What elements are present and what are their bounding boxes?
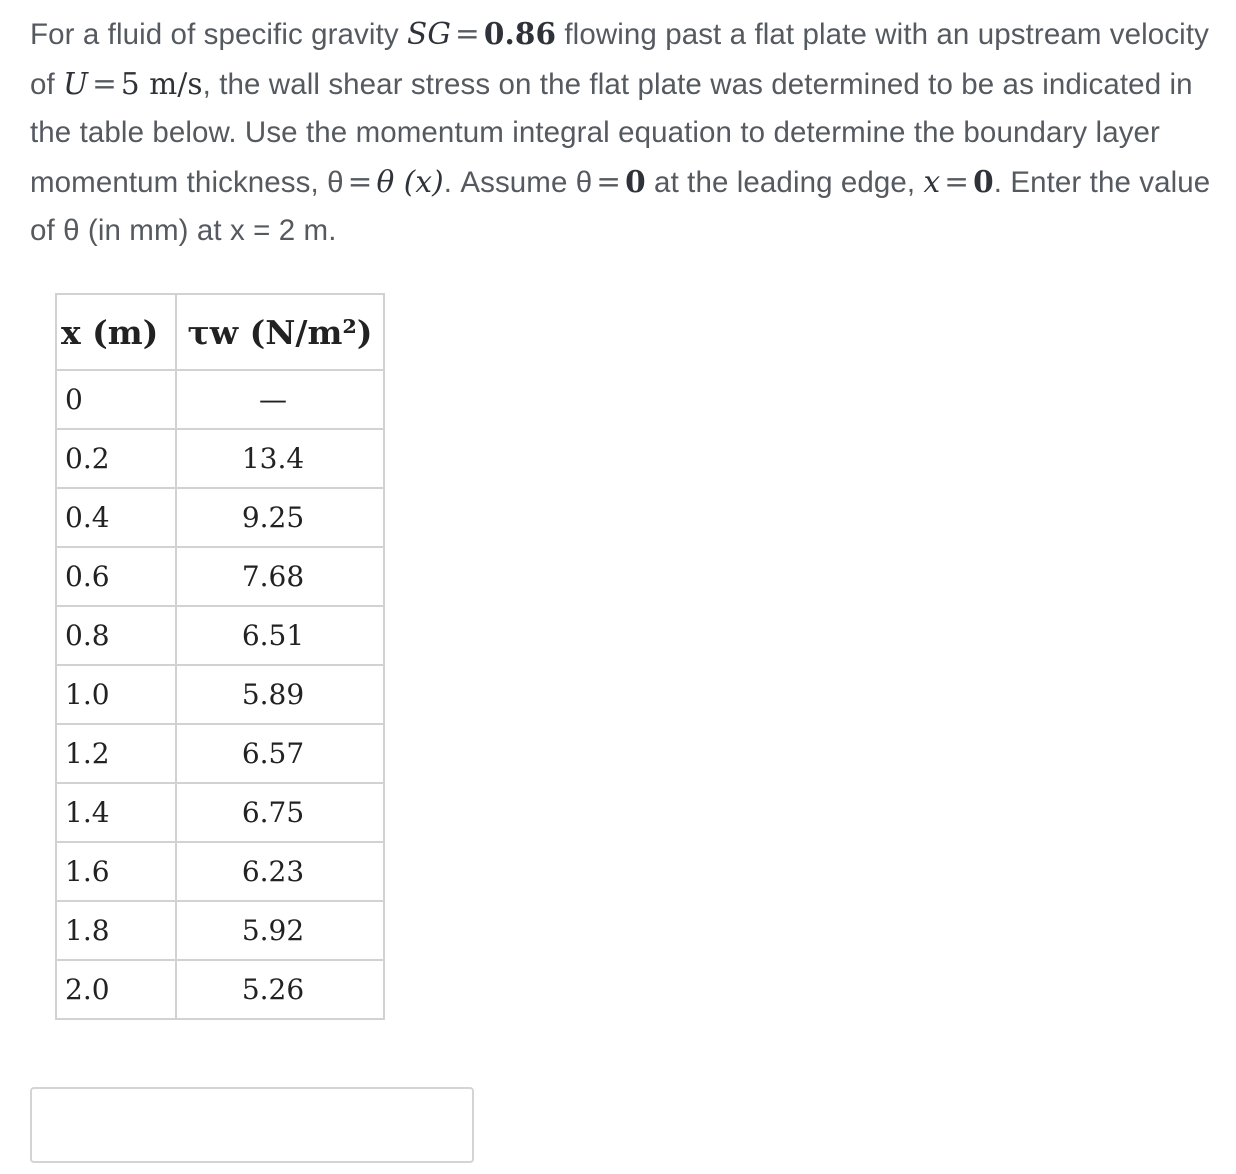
cell-tau: 5.89 [176,665,384,724]
cell-tau: 6.23 [176,842,384,901]
cell-x: 1.6 [56,842,176,901]
cell-tau: 6.57 [176,724,384,783]
math-equals: = [944,164,970,199]
question-segment: flowing past a flat plate with an upstream velocity of [30,18,1209,101]
cell-x: 1.4 [56,783,176,842]
cell-x: 0.4 [56,488,176,547]
math-equals: = [92,66,117,101]
cell-tau: — [176,370,384,429]
table-row [56,488,384,547]
math-velocity-symbol: U [63,66,89,101]
math-equals: = [455,17,480,51]
cell-tau: 13.4 [176,429,384,488]
cell-x: 0.2 [56,429,176,488]
question-segment: . Assume θ [443,165,593,199]
table-row [56,901,384,960]
cell-tau: 9.25 [176,488,384,547]
math-zero: 0 [625,163,646,199]
cell-tau: 6.51 [176,606,384,665]
shear-stress-table [55,293,385,1020]
table-row [56,783,384,842]
math-equals: = [596,164,622,199]
question-segment: , the wall shear stress on the flat plate was determined to be as indicated in the table below. Use the momentum integral equation to determine the boundary layer momentum thickness, θ [30,67,1193,199]
math-velocity-value: 5 m/s [120,66,203,101]
math-theta-function: θ (x) [376,164,444,199]
math-specific-gravity-value: 0.86 [483,16,557,51]
math-zero: 0 [973,163,994,199]
cell-x: 0.6 [56,547,176,606]
question-text [30,10,1225,256]
cell-x: 2.0 [56,960,176,1019]
column-header-tau: τw (N/m²) [176,294,384,370]
column-header-x: x (m) [56,294,176,370]
cell-x: 0.8 [56,606,176,665]
cell-x: 0 [56,370,176,429]
cell-x: 1.2 [56,724,176,783]
cell-tau: 7.68 [176,547,384,606]
table-row [56,842,384,901]
cell-x: 1.0 [56,665,176,724]
table-row [56,547,384,606]
table-row [56,370,384,429]
cell-x: 1.8 [56,901,176,960]
table-row [56,606,384,665]
cell-tau: 6.75 [176,783,384,842]
table-row [56,665,384,724]
cell-tau: 5.26 [176,960,384,1019]
cell-tau: 5.92 [176,901,384,960]
question-segment: at the leading edge, [645,165,924,199]
table-row [56,724,384,783]
table-row [56,429,384,488]
math-equals: = [347,164,373,199]
math-x-symbol: x [923,164,941,199]
table-row [56,960,384,1019]
math-specific-gravity-symbol: SG [407,17,451,51]
question-segment: For a fluid of specific gravity [30,18,408,51]
question-segment: . Enter the value of θ (in mm) at x = 2 m. [30,165,1211,247]
answer-input[interactable] [30,1087,474,1163]
table-header-row [56,294,384,370]
